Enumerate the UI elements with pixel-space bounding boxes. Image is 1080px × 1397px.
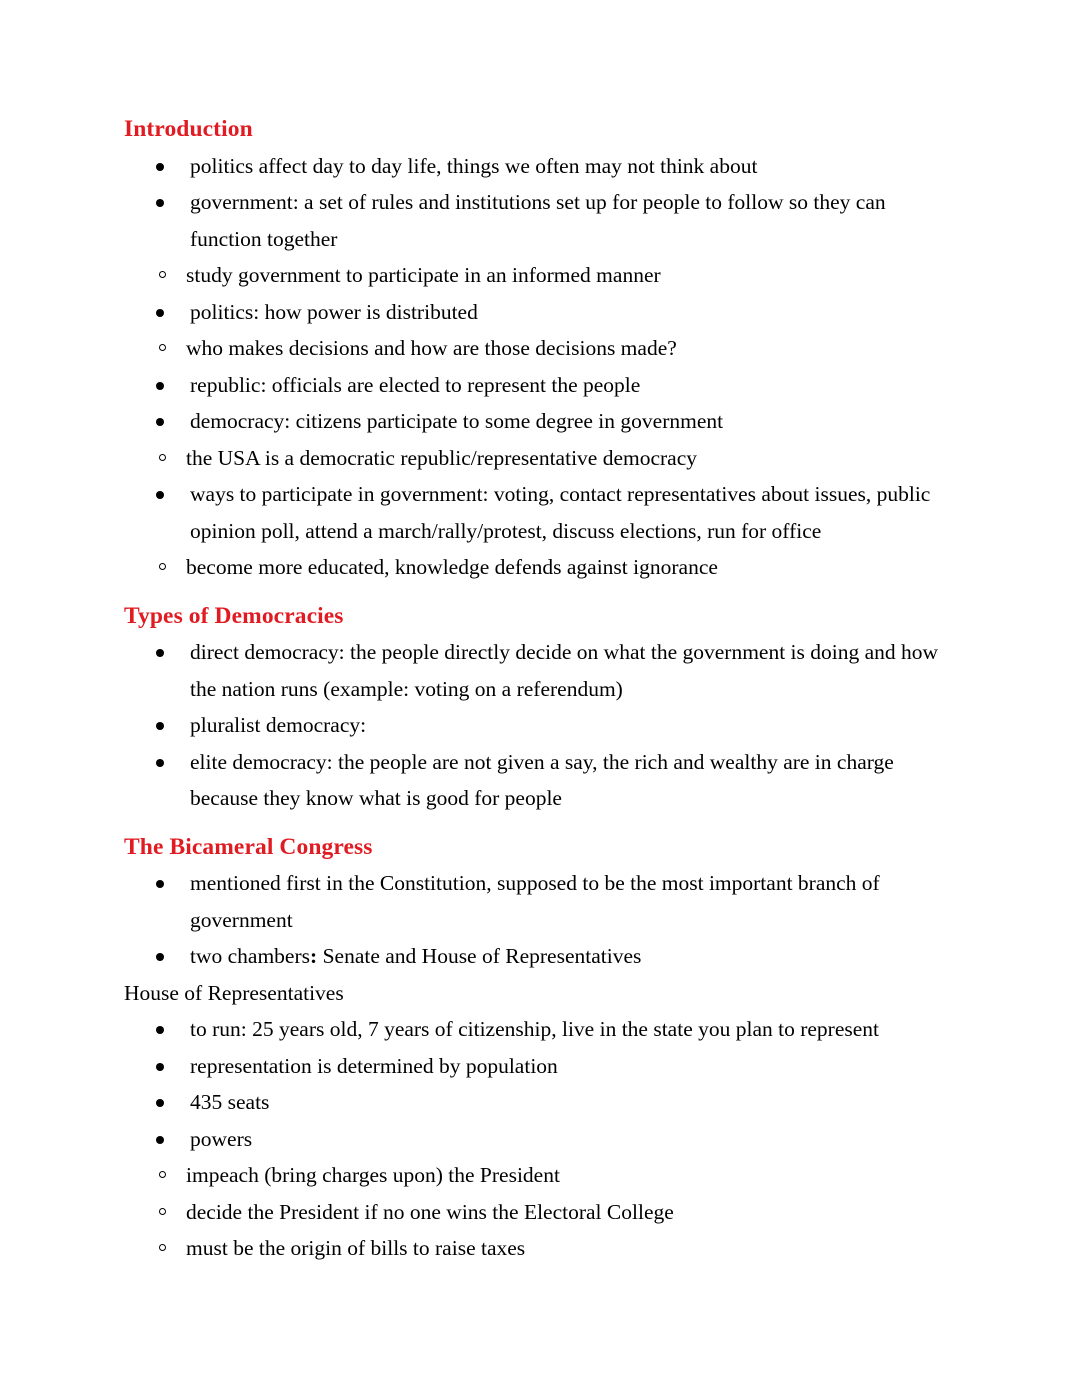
section-heading-bicameral-congress-block: [124, 833, 952, 860]
sub-list-item-text: decide the President if no one wins the Electoral College: [186, 1199, 674, 1224]
types-of-democracies-list: [124, 634, 952, 817]
sub-list-item: [124, 549, 952, 586]
list-item: [124, 148, 952, 185]
subheading-house-of-representatives: House of Representatives: [124, 980, 344, 1005]
section-heading-types-of-democracies-block: [124, 602, 952, 629]
sub-list-item-text: must be the origin of bills to raise taxes: [186, 1236, 526, 1260]
list-item-text: politics: how power is distributed: [190, 299, 478, 324]
list-item: [124, 1121, 952, 1158]
house-of-representatives-list: [124, 1011, 952, 1157]
list-item-text: pluralist democracy:: [190, 713, 367, 737]
sub-list-item-text: who makes decisions and how are those decisions made?: [186, 336, 677, 360]
list-item: [124, 294, 952, 331]
section-heading-introduction: Introduction: [124, 116, 253, 142]
list-item: [124, 744, 952, 817]
document-body: [124, 118, 952, 1267]
list-item-text: representation is determined by population: [190, 1053, 558, 1078]
sub-list-item: [124, 1230, 952, 1267]
list-item: [124, 634, 952, 707]
sub-list-item-text: become more educated, knowledge defends against ignorance: [186, 555, 718, 579]
sub-list-item: [124, 257, 952, 294]
list-item-text: to run: 25 years old, 7 years of citizenship, live in the state you plan to represent: [190, 1017, 880, 1041]
list-item-text: government: a set of rules and institutions set up for people to follow so they can function together: [190, 190, 886, 251]
list-item-two-chambers: [124, 938, 952, 975]
bicameral-congress-list: [124, 865, 952, 975]
list-item: [124, 184, 952, 257]
list-item-text: direct democracy: the people directly decide on what the government is doing and how the nation runs (example: voting on a referendum): [190, 640, 939, 701]
two-chambers-colon: :: [310, 944, 318, 968]
sub-list-item: [124, 1157, 952, 1194]
introduction-list-2: [124, 294, 952, 331]
powers-sublist: [124, 1157, 952, 1267]
list-item: [124, 367, 952, 404]
sub-list-item: [124, 1194, 952, 1231]
section-heading-bicameral-congress: The Bicameral Congress: [124, 833, 373, 860]
sub-list-item: [124, 330, 952, 367]
list-item-text: 435 seats: [190, 1090, 270, 1114]
list-item-text: republic: officials are elected to represent the people: [190, 372, 641, 397]
introduction-list-3: [124, 367, 952, 440]
introduction-list-4: [124, 476, 952, 549]
sub-list-item-text: the USA is a democratic republic/representative democracy: [186, 445, 698, 470]
section-heading-types-of-democracies: Types of Democracies: [124, 602, 344, 629]
section-heading-introduction-block: [124, 118, 952, 142]
list-item: [124, 865, 952, 938]
list-item-text: mentioned first in the Constitution, supposed to be the most important branch of government: [190, 871, 880, 932]
introduction-list: [124, 148, 952, 258]
sub-list-item-text: impeach (bring charges upon) the President: [186, 1163, 560, 1187]
sub-list-item-text: study government to participate in an informed manner: [186, 263, 661, 287]
list-item: [124, 1084, 952, 1121]
two-chambers-label: two chambers: [190, 944, 311, 968]
list-item: [124, 1048, 952, 1085]
introduction-sublist-3: [124, 440, 952, 477]
two-chambers-value: Senate and House of Representatives: [317, 944, 642, 968]
list-item: [124, 476, 952, 549]
list-item-text: politics affect day to day life, things we often may not think about: [190, 153, 758, 178]
sub-list-item: [124, 440, 952, 477]
introduction-sublist-2: [124, 330, 952, 367]
list-item: [124, 1011, 952, 1048]
list-item-text: powers: [190, 1126, 253, 1151]
list-item: [124, 707, 952, 744]
list-item-text: elite democracy: the people are not given a say, the rich and wealthy are in charge because they know what is good for people: [190, 749, 894, 810]
list-item: [124, 403, 952, 440]
list-item-text: [190, 938, 952, 975]
introduction-sublist-1: [124, 257, 952, 294]
list-item-text: democracy: citizens participate to some degree in government: [190, 409, 724, 433]
list-item-text: ways to participate in government: voting, contact representatives about issues, public opinion poll, attend a march/rally/protest, discuss elections, run for office: [190, 482, 931, 543]
introduction-sublist-4: [124, 549, 952, 586]
